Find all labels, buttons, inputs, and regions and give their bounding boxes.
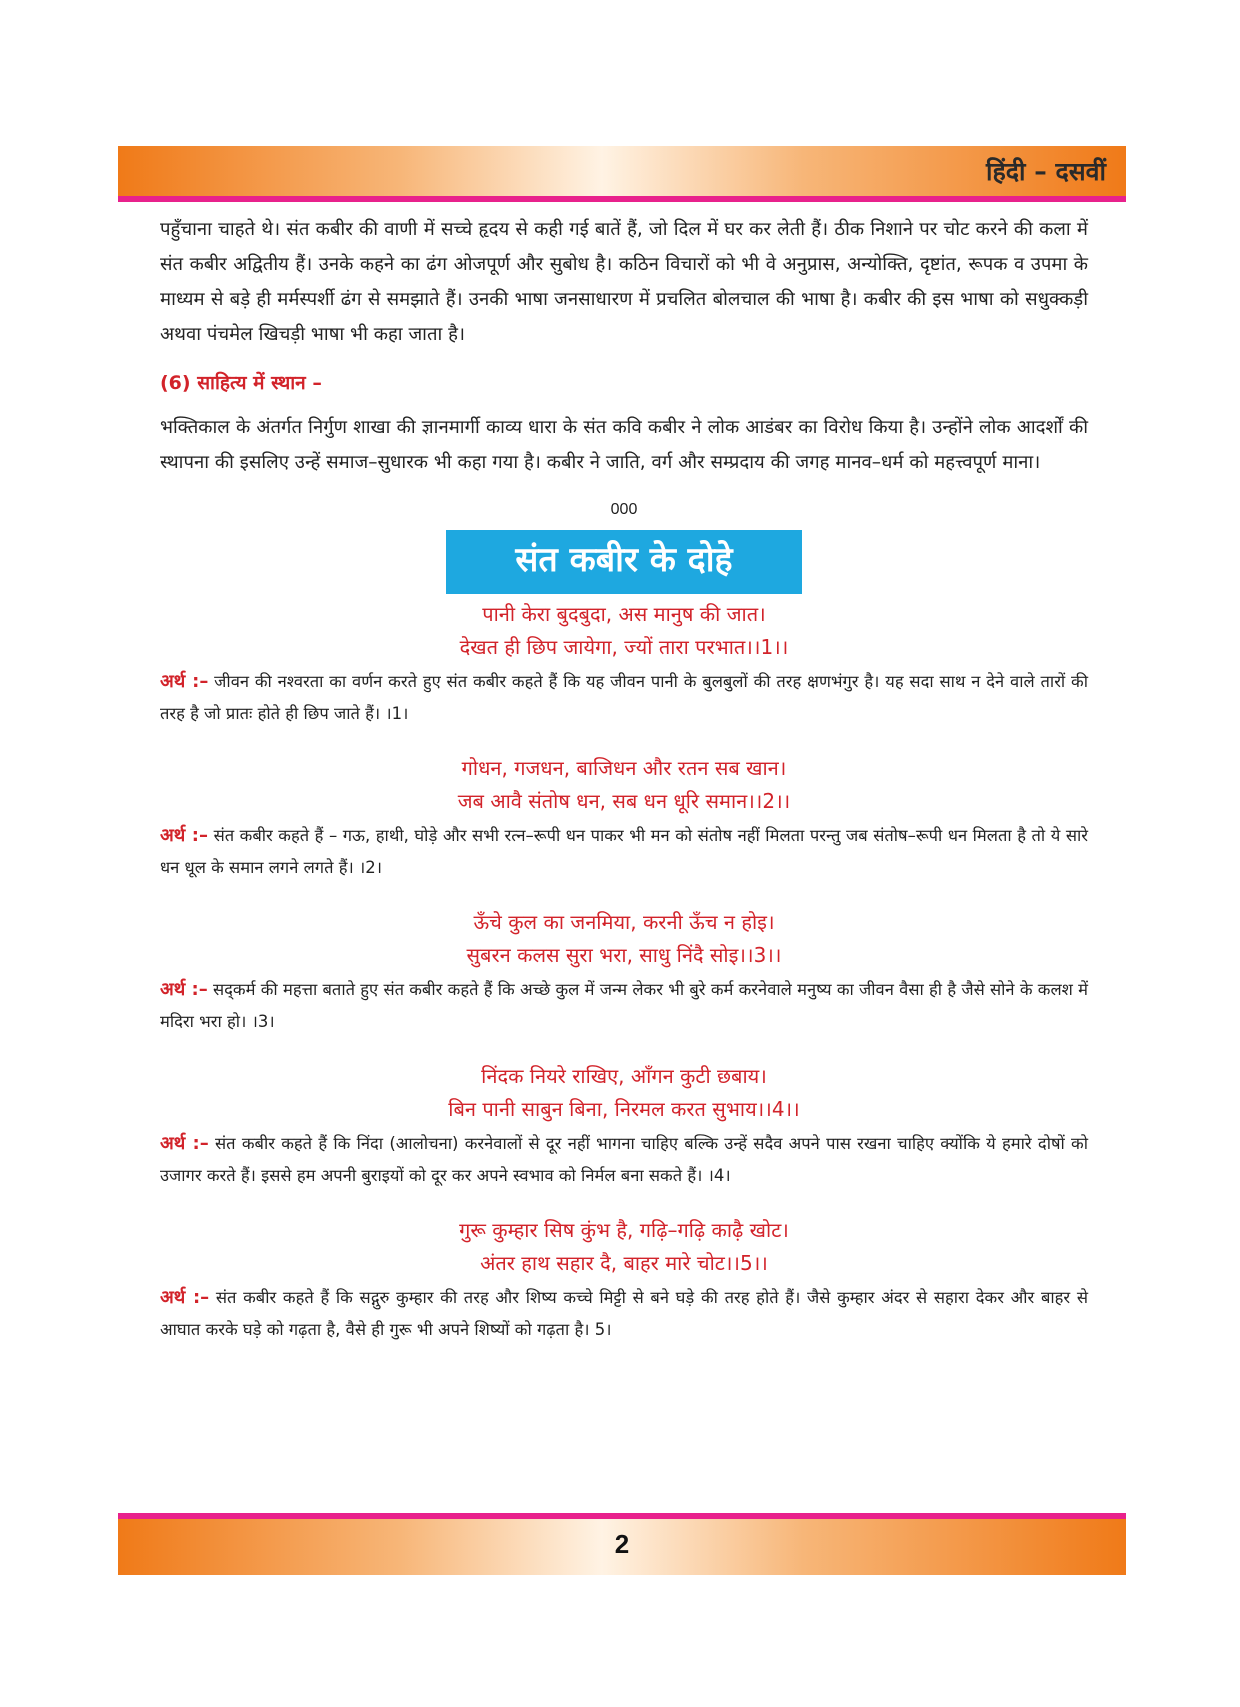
doha-meaning xyxy=(160,1282,1088,1346)
meaning-label: अर्थ :– xyxy=(160,1133,209,1154)
meaning-text: जीवन की नश्वरता का वर्णन करते हुए संत कबीर कहते हैं कि यह जीवन पानी के बुलबुलों की तरह क्षणभंगुर है। यह सदा साथ न देने वाले तारों की तरह है जो प्रातः होते ही छिप जाते हैं। ।1। xyxy=(160,672,1088,723)
doha-line-1: गुरू कुम्हार सिष कुंभ है, गढ़ि–गढ़ि काढ़ै खोट। xyxy=(459,1218,789,1242)
footer-band xyxy=(118,1519,1126,1575)
page-content xyxy=(160,212,1088,1346)
intro-paragraph: पहुँचाना चाहते थे। संत कबीर की वाणी में सच्चे हृदय से कही गई बातें हैं, जो दिल में घर कर लेती हैं। ठीक निशाने पर चोट करने की कला में संत कबीर अद्वितीय हैं। उनके कहने का ढंग ओजपूर्ण और सुबोध है। कठिन विचारों को भी वे अनुप्रास, अन्योक्ति, दृष्टांत, रूपक व उपमा के माध्यम से बड़े ही मर्मस्पर्शी ढंग से समझाते हैं। उनकी भाषा जनसाधारण में प्रचलित बोलचाल की भाषा है। कबीर की इस भाषा को सधुक्कड़ी अथवा पंचमेल खिचड़ी भाषा भी कहा जाता है। xyxy=(160,219,1088,345)
meaning-text: सद्कर्म की महत्ता बताते हुए संत कबीर कहते हैं कि अच्छे कुल में जन्म लेकर भी बुरे कर्म करनेवाले मनुष्य का जीवन वैसा ही है जैसे सोने के कलश में मदिरा भरा हो। ।3। xyxy=(160,980,1089,1031)
meaning-text: संत कबीर कहते हैं कि सद्गुरु कुम्हार की तरह और शिष्य कच्चे मिट्टी से बने घड़े की तरह होते हैं। जैसे कुम्हार अंदर से सहारा देकर और बाहर से आघात करके घड़े को गढ़ता है, वैसे ही गुरू भी अपने शिष्यों को गढ़ता है। 5। xyxy=(160,1288,1089,1339)
doha-line-2: देखत ही छिप जायेगा, ज्यों तारा परभात।।1।। xyxy=(459,635,789,659)
doha-line-2: सुबरन कलस सुरा भरा, साधु निंदै सोइ।।3।। xyxy=(466,943,782,967)
doha-line-2: अंतर हाथ सहार दै, बाहर मारे चोट।।5।। xyxy=(480,1251,768,1275)
doha-line-1: पानी केरा बुदबुदा, अस मानुष की जात। xyxy=(482,602,766,626)
doha-line-2: जब आवै संतोष धन, सब धन धूरि समान।।2।। xyxy=(457,789,791,813)
header-title: हिंदी – दसवीं xyxy=(986,157,1106,186)
meaning-text: संत कबीर कहते हैं कि निंदा (आलोचना) करनेवालों से दूर नहीं भागना चाहिए बल्कि उन्हें सदैव अपने पास रखना चाहिए क्योंकि ये हमारे दोषों को उजागर करते हैं। इससे हम अपनी बुराइयों को दूर कर अपने स्वभाव को निर्मल बना सकते हैं। ।4। xyxy=(160,1134,1088,1185)
doha-meaning xyxy=(160,820,1088,884)
separator: 000 xyxy=(610,501,638,518)
meaning-label: अर्थ :– xyxy=(160,1287,210,1308)
section-paragraph: भक्तिकाल के अंतर्गत निर्गुण शाखा की ज्ञानमार्गी काव्य धारा के संत कवि कबीर ने लोक आडंबर का विरोध किया है। उन्होंने लोक आदर्शों की स्थापना की इसलिए उन्हें समाज–सुधारक भी कहा गया है। कबीर ने जाति, वर्ग और सम्प्रदाय की जगह मानव–धर्म को महत्त्वपूर्ण माना। xyxy=(160,417,1088,473)
dohe-title: संत कबीर के दोहे xyxy=(446,530,802,594)
doha-meaning xyxy=(160,666,1088,730)
doha-4 xyxy=(160,1060,1088,1192)
page-number: 2 xyxy=(614,1529,630,1559)
doha-3 xyxy=(160,906,1088,1038)
doha-1 xyxy=(160,598,1088,730)
doha-line-1: गोधन, गजधन, बाजिधन और रतन सब खान। xyxy=(461,756,787,780)
header-divider xyxy=(118,196,1126,202)
doha-meaning xyxy=(160,1128,1088,1192)
doha-line-2: बिन पानी साबुन बिना, निरमल करत सुभाय।।4।। xyxy=(448,1097,800,1121)
doha-line-1: ऊँचे कुल का जनमिया, करनी ऊँच न होइ। xyxy=(473,910,775,934)
meaning-label: अर्थ :– xyxy=(160,825,209,846)
meaning-text: संत कबीर कहते हैं – गऊ, हाथी, घोड़े और सभी रत्न–रूपी धन पाकर भी मन को संतोष नहीं मिलता परन्तु जब संतोष–रूपी धन मिलता है तो ये सारे धन धूल के समान लगने लगते हैं। ।2। xyxy=(160,826,1088,877)
doha-2 xyxy=(160,752,1088,884)
dohe-title-wrap xyxy=(160,530,1088,594)
header-band xyxy=(118,146,1126,196)
doha-meaning xyxy=(160,974,1088,1038)
meaning-label: अर्थ :– xyxy=(160,671,209,692)
section-heading: (6) साहित्य में स्थान – xyxy=(160,372,322,394)
doha-line-1: निंदक नियरे राखिए, आँगन कुटी छबाय। xyxy=(481,1064,767,1088)
doha-5 xyxy=(160,1214,1088,1346)
meaning-label: अर्थ :– xyxy=(160,979,208,1000)
